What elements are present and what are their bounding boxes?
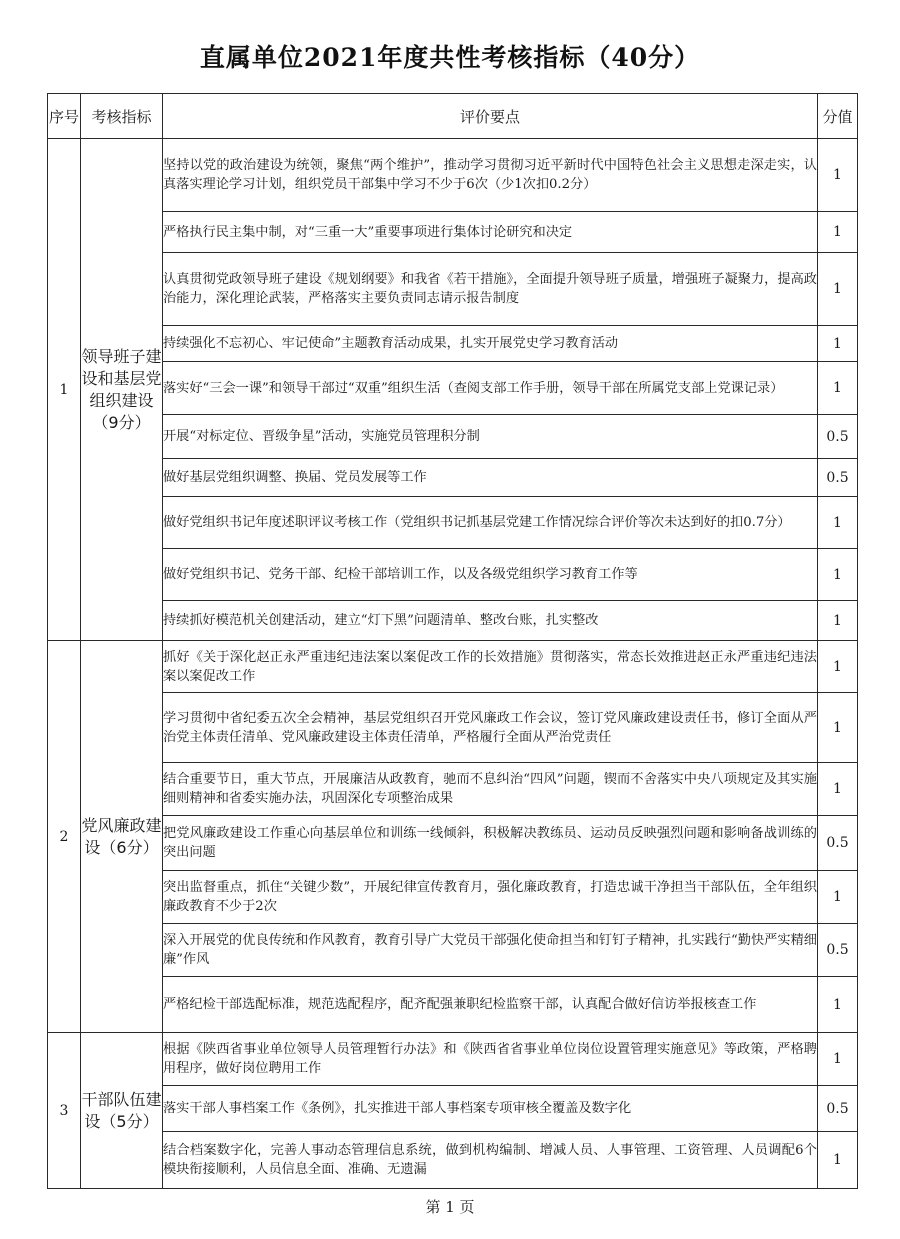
score-cell: 1	[818, 641, 858, 693]
criteria-cell: 做好党组织书记、党务干部、纪检干部培训工作，以及各级党组织学习教育工作等	[163, 549, 818, 601]
score-cell: 1	[818, 601, 858, 641]
score-cell: 0.5	[818, 459, 858, 497]
score-cell: 1	[818, 1132, 858, 1189]
table-row	[48, 1086, 858, 1132]
table-row	[48, 693, 858, 763]
group-number: 1	[48, 139, 81, 641]
score-cell: 1	[818, 1033, 858, 1086]
group-number: 3	[48, 1033, 81, 1189]
score-cell: 0.5	[818, 1086, 858, 1132]
score-cell: 0.5	[818, 415, 858, 459]
group-indicator: 领导班子建设和基层党组织建设（9分）	[81, 139, 163, 641]
criteria-cell: 抓好《关于深化赵正永严重违纪违法案以案促改工作的长效措施》贯彻落实，常态长效推进赵正永严重违纪违法案以案促改工作	[163, 641, 818, 693]
header-criteria: 评价要点	[163, 94, 818, 139]
score-cell: 1	[818, 362, 858, 415]
table-row	[48, 871, 858, 924]
criteria-cell: 落实干部人事档案工作《条例》，扎实推进干部人事档案专项审核全覆盖及数字化	[163, 1086, 818, 1132]
table-row	[48, 1132, 858, 1189]
table-row	[48, 549, 858, 601]
criteria-cell: 严格执行民主集中制，对“三重一大”重要事项进行集体讨论研究和决定	[163, 212, 818, 253]
criteria-cell: 做好党组织书记年度述职评议考核工作（党组织书记抓基层党建工作情况综合评价等次未达到好的扣0.7分）	[163, 497, 818, 549]
score-cell: 1	[818, 253, 858, 326]
score-cell: 1	[818, 871, 858, 924]
table-row	[48, 139, 858, 212]
group-indicator: 党风廉政建设（6分）	[81, 641, 163, 1033]
table-row	[48, 763, 858, 816]
criteria-cell: 突出监督重点，抓住“关键少数”，开展纪律宣传教育月，强化廉政教育，打造忠诚干净担当干部队伍，全年组织廉政教育不少于2次	[163, 871, 818, 924]
criteria-cell: 认真贯彻党政领导班子建设《规划纲要》和我省《若干措施》，全面提升领导班子质量，增强班子凝聚力，提高政治能力，深化理论武装，严格落实主要负责同志请示报告制度	[163, 253, 818, 326]
group-number: 2	[48, 641, 81, 1033]
header-indicator: 考核指标	[81, 94, 163, 139]
criteria-cell: 坚持以党的政治建设为统领，聚焦“两个维护”，推动学习贯彻习近平新时代中国特色社会主义思想走深走实，认真落实理论学习计划，组织党员干部集中学习不少于6次（少1次扣0.2分）	[163, 139, 818, 212]
criteria-cell: 根据《陕西省事业单位领导人员管理暂行办法》和《陕西省省事业单位岗位设置管理实施意见》等政策，严格聘用程序，做好岗位聘用工作	[163, 1033, 818, 1086]
table-header-row	[48, 94, 858, 139]
table-row	[48, 459, 858, 497]
score-cell: 1	[818, 693, 858, 763]
criteria-cell: 落实好“三会一课”和领导干部过“双重”组织生活（查阅支部工作手册，领导干部在所属党支部上党课记录）	[163, 362, 818, 415]
criteria-cell: 把党风廉政建设工作重心向基层单位和训练一线倾斜，积极解决教练员、运动员反映强烈问题和影响备战训练的突出问题	[163, 816, 818, 871]
score-cell: 1	[818, 326, 858, 362]
table-row	[48, 497, 858, 549]
score-cell: 1	[818, 977, 858, 1033]
table-row	[48, 253, 858, 326]
criteria-cell: 持续抓好模范机关创建活动，建立“灯下黑”问题清单、整改台账，扎实整改	[163, 601, 818, 641]
table-row	[48, 362, 858, 415]
criteria-cell: 结合重要节日，重大节点，开展廉洁从政教育，驰而不息纠治“四风”问题，锲而不舍落实中央八项规定及其实施细则精神和省委实施办法，巩固深化专项整治成果	[163, 763, 818, 816]
group-indicator: 干部队伍建设（5分）	[81, 1033, 163, 1189]
table-row	[48, 1033, 858, 1086]
table-row	[48, 212, 858, 253]
score-cell: 0.5	[818, 816, 858, 871]
score-cell: 1	[818, 212, 858, 253]
header-num: 序号	[48, 94, 81, 139]
score-cell: 1	[818, 763, 858, 816]
table-row	[48, 415, 858, 459]
table-row	[48, 601, 858, 641]
criteria-cell: 做好基层党组织调整、换届、党员发展等工作	[163, 459, 818, 497]
table-row	[48, 641, 858, 693]
table-row	[48, 326, 858, 362]
table-body	[48, 139, 858, 1189]
score-cell: 1	[818, 139, 858, 212]
page-title: 直属单位2021年度共性考核指标（40分）	[199, 43, 701, 72]
criteria-cell: 学习贯彻中省纪委五次全会精神，基层党组织召开党风廉政工作会议，签订党风廉政建设责任书，修订全面从严治党主体责任清单、党风廉政建设主体责任清单，严格履行全面从严治党责任	[163, 693, 818, 763]
criteria-cell: 持续强化不忘初心、牢记使命”主题教育活动成果，扎实开展党史学习教育活动	[163, 326, 818, 362]
table-row	[48, 816, 858, 871]
score-cell: 1	[818, 497, 858, 549]
table-row	[48, 977, 858, 1033]
score-cell: 1	[818, 549, 858, 601]
table-row	[48, 924, 858, 977]
assessment-table	[47, 93, 858, 1189]
score-cell: 0.5	[818, 924, 858, 977]
header-score: 分值	[818, 94, 858, 139]
criteria-cell: 深入开展党的优良传统和作风教育，教育引导广大党员干部强化使命担当和钉钉子精神，扎实践行“勤快严实精细廉”作风	[163, 924, 818, 977]
criteria-cell: 结合档案数字化，完善人事动态管理信息系统，做到机构编制、增减人员、人事管理、工资管理、人员调配6个模块衔接顺利，人员信息全面、准确、无遗漏	[163, 1132, 818, 1189]
page-footer: 第 1 页	[425, 1198, 475, 1216]
criteria-cell: 开展“对标定位、晋级争星”活动，实施党员管理积分制	[163, 415, 818, 459]
criteria-cell: 严格纪检干部选配标准，规范选配程序，配齐配强兼职纪检监察干部，认真配合做好信访举报核查工作	[163, 977, 818, 1033]
